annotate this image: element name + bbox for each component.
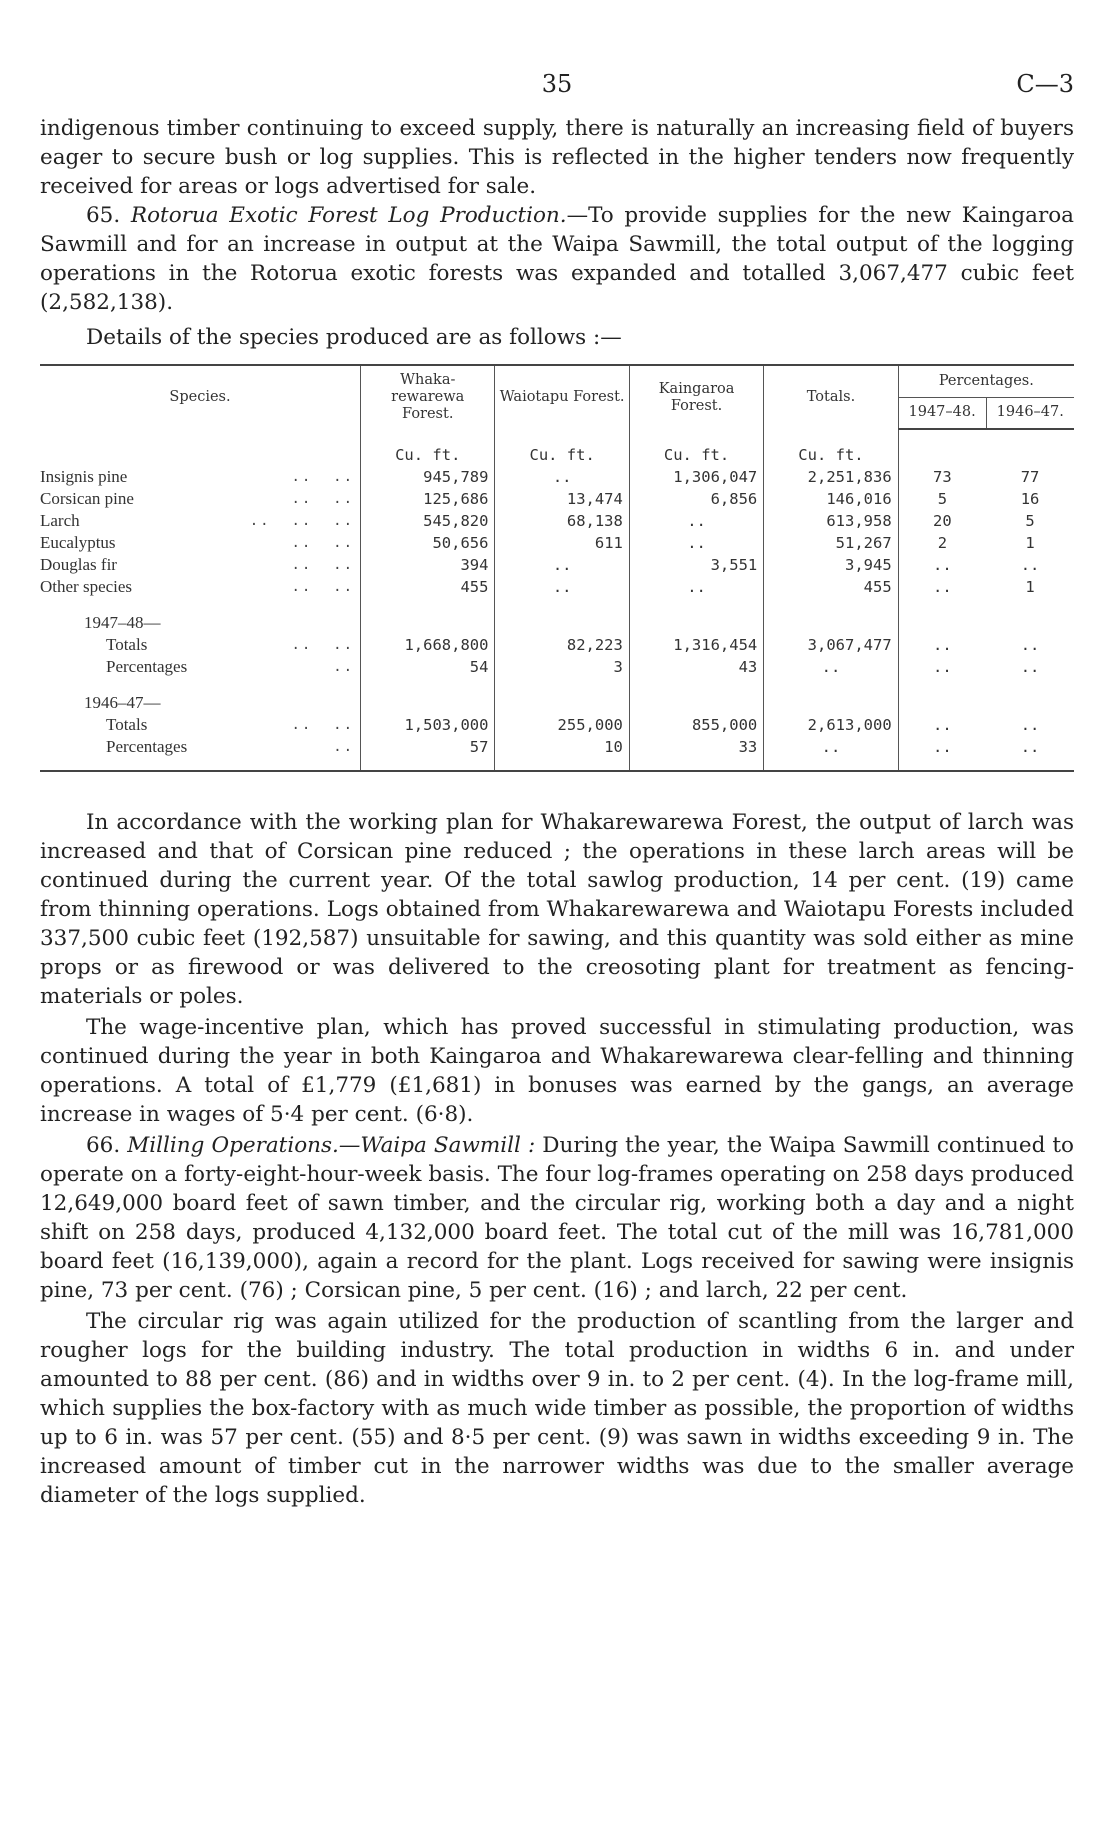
cell-kaingaroa: 1,306,047 [629,466,763,488]
cell-pct-1946-47: 5 [1025,512,1035,530]
cell-pct-1946-47: .. [986,736,1074,771]
cell-totals: 146,016 [764,488,898,510]
group-1947-48-heading-row [40,612,1074,634]
table-row: Totals .. .. 1,668,800 82,223 1,316,454 3,067,477 .. .. [40,634,1074,656]
cell-whaka: 545,820 [361,510,495,532]
cell-totals: 2,251,836 [764,466,898,488]
section-65-title: Rotorua Exotic Forest Log Production. [130,203,567,228]
circular-rig-paragraph: The circular rig was again utilized for the production of scantling from the larger and rougher logs for the building industry. The total production in widths 6 in. and under amounted to 88 per cent. (86) and in widths over 9 in. to 2 per cent. (4). In the log-frame mill, which supplies the box-factory with as much wide timber as possible, the proportion of widths up to 6 in. was 57 per cent. (55) and 8·5 per cent. (9) was sawn in widths exceeding 9 in. The increased amount of timber cut in the narrower widths was due to the smaller average diameter of the logs supplied. [40,1309,1074,1508]
section-66-text: During the year, the Waipa Sawmill continued to operate on a forty-eight-hour-week basis. The four log-frames operating on 258 days produced 12,649,000 board feet of sawn timber, and the circular rig, working both a day and a night shift on 258 days, produced 4,132,000 board feet. The total cut of the mill was 16,781,000 board feet (16,139,000), again a record for the plant. Logs received for sawing were insignis pine, 73 per cent. (76) ; Corsican pine, 5 per cent. (16) ; and larch, 22 per cent. [40,1133,1075,1303]
cell-whaka: 1,668,800 [361,634,495,656]
cell-pct-1946-47: 1 [1025,534,1035,552]
cell-pct-1946-47: .. [1020,716,1040,734]
totals-label: Totals [106,715,148,734]
cell-kaingaroa: .. [629,576,763,598]
cell-whaka: 455 [361,576,495,598]
group-1947-48-label: 1947–48— [84,613,161,632]
totals-label: Totals [106,635,148,654]
header-waiotapu: Waiotapu Forest. [495,365,629,429]
header-species: Species. [169,389,231,405]
cell-waiotapu: 611 [495,532,629,554]
group-1946-47-heading-row [40,692,1074,714]
cell-waiotapu: 255,000 [495,714,629,736]
cell-waiotapu: 82,223 [495,634,629,656]
section-66-title: Milling Operations.—Waipa Sawmill : [127,1133,536,1158]
cell-waiotapu: 3 [495,656,629,678]
cell-kaingaroa: 33 [629,736,763,771]
cell-whaka: 945,789 [361,466,495,488]
cell-waiotapu: .. [495,466,629,488]
section-65-paragraph [40,201,1074,317]
cell-pct-1947-48: 20 [898,510,986,532]
cell-kaingaroa: 855,000 [629,714,763,736]
cell-totals: 2,613,000 [764,714,898,736]
cell-pct-1947-48: .. [898,576,986,598]
document-page [40,70,1074,1510]
header-kaingaroa: Kaingaroa Forest. [629,365,763,429]
cell-pct-1947-48: .. [898,714,986,736]
cell-kaingaroa: 43 [629,656,763,678]
cell-pct-1947-48: .. [898,736,986,771]
cell-pct-1946-47: .. [1020,658,1040,676]
table-row: Other species .. .. 455 .. .. 455 .. 1 [40,576,1074,598]
species-name: Eucalyptus [40,533,116,552]
species-name: Other species [40,577,133,596]
table-row: Eucalyptus .. .. 50,656 611 .. 51,267 2 1 [40,532,1074,554]
cell-pct-1946-47: 16 [1020,490,1040,508]
header-totals: Totals. [764,365,898,429]
document-code: C—3 [1016,70,1074,98]
cell-whaka: 57 [361,736,495,771]
cell-waiotapu: .. [495,576,629,598]
cell-totals: .. [764,656,898,678]
table-row: Larch .. .. .. 545,820 68,138 .. 613,958 20 5 [40,510,1074,532]
cell-pct-1947-48: .. [898,656,986,678]
cell-pct-1947-48: .. [898,554,986,576]
species-name: Corsican pine [40,489,134,508]
cell-totals: .. [764,736,898,771]
units-row [40,444,1074,466]
header-percentages: Percentages. [898,365,1074,397]
cell-waiotapu: 68,138 [495,510,629,532]
percentages-label: Percentages [106,657,188,676]
cell-pct-1947-48: 73 [898,466,986,488]
cell-kaingaroa: 1,316,454 [629,634,763,656]
cell-totals: 455 [764,576,898,598]
page-number: 35 [541,70,573,98]
cell-totals: 3,067,477 [764,634,898,656]
table-row: Corsican pine .. .. 125,686 13,474 6,856 146,016 5 16 [40,488,1074,510]
table-row: Douglas fir .. .. 394 .. 3,551 3,945 .. .. [40,554,1074,576]
page-header [40,70,1074,114]
cell-pct-1947-48: .. [898,634,986,656]
cell-pct-1946-47: 77 [1020,468,1040,486]
unit-kaingaroa: Cu. ft. [629,444,763,466]
cell-kaingaroa: 3,551 [629,554,763,576]
species-production-table [40,364,1074,772]
unit-totals: Cu. ft. [764,444,898,466]
table-row: Insignis pine .. .. 945,789 .. 1,306,047 2,251,836 73 77 [40,466,1074,488]
species-name: Larch [40,511,80,530]
header-pct-1947-48: 1947–48. [898,397,986,429]
section-65-number: 65. [86,203,121,228]
section-66-number: 66. [86,1133,121,1158]
cell-whaka: 394 [361,554,495,576]
cell-whaka: 1,503,000 [361,714,495,736]
table-row: Percentages .. 57 10 33 .. .. .. [40,736,1074,771]
cell-kaingaroa: 6,856 [629,488,763,510]
species-name: Insignis pine [40,467,128,486]
cell-waiotapu: 10 [495,736,629,771]
section-66-paragraph [40,1131,1074,1305]
cell-waiotapu: 13,474 [495,488,629,510]
cell-whaka: 54 [361,656,495,678]
unit-whaka: Cu. ft. [361,444,495,466]
cell-pct-1946-47: 1 [1025,578,1035,596]
cell-totals: 51,267 [764,532,898,554]
cell-pct-1947-48: 5 [898,488,986,510]
larch-paragraph: In accordance with the working plan for Whakarewarewa Forest, the output of larch was increased and that of Corsican pine reduced ; the operations in these larch areas will be continued during the current year. Of the total sawlog production, 14 per cent. (19) came from thinning operations. Logs obtained from Whakarewarewa and Waiotapu Forests included 337,500 cubic feet (192,587) unsuitable for sawing, and this quantity was sold either as mine props or as firewood or was delivered to the creosoting plant for treatment as fencing-materials or poles. [40,810,1074,1009]
table-row: Percentages .. 54 3 43 .. .. .. [40,656,1074,678]
cell-whaka: 50,656 [361,532,495,554]
details-line: Details of the species produced are as follows :— [86,325,622,350]
cell-kaingaroa: .. [629,510,763,532]
wage-incentive-paragraph: The wage-incentive plan, which has proved successful in stimulating production, was continued during the year in both Kaingaroa and Whakarewarewa clear-felling and thinning operations. A total of £1,779 (£1,681) in bonuses was earned by the gangs, an average increase in wages of 5·4 per cent. (6·8). [40,1015,1074,1127]
species-name: Douglas fir [40,555,117,574]
percentages-label: Percentages [106,737,188,756]
cell-totals: 3,945 [764,554,898,576]
unit-waiotapu: Cu. ft. [495,444,629,466]
group-1946-47-label: 1946–47— [84,693,161,712]
table-row: Totals .. .. 1,503,000 255,000 855,000 2,613,000 .. .. [40,714,1074,736]
intro-paragraph: indigenous timber continuing to exceed supply, there is naturally an increasing field of buyers eager to secure bush or log supplies. This is reflected in the higher tenders now frequently received for areas or logs advertised for sale. [40,116,1074,199]
cell-waiotapu: .. [495,554,629,576]
section-65-text: —To provide supplies for the new Kaingaroa Sawmill and for an increase in output at the Waipa Sawmill, the total output of the logging operations in the Rotorua exotic forests was expanded and totalled 3,067,477 cubic feet (2,582,138). [40,203,1074,315]
cell-kaingaroa: .. [629,532,763,554]
cell-pct-1947-48: 2 [898,532,986,554]
cell-whaka: 125,686 [361,488,495,510]
cell-totals: 613,958 [764,510,898,532]
header-pct-1946-47: 1946–47. [986,397,1074,429]
cell-pct-1946-47: .. [1020,636,1040,654]
header-whakarewarewa: Whaka-rewarewa Forest. [361,365,495,429]
cell-pct-1946-47: .. [1020,556,1040,574]
